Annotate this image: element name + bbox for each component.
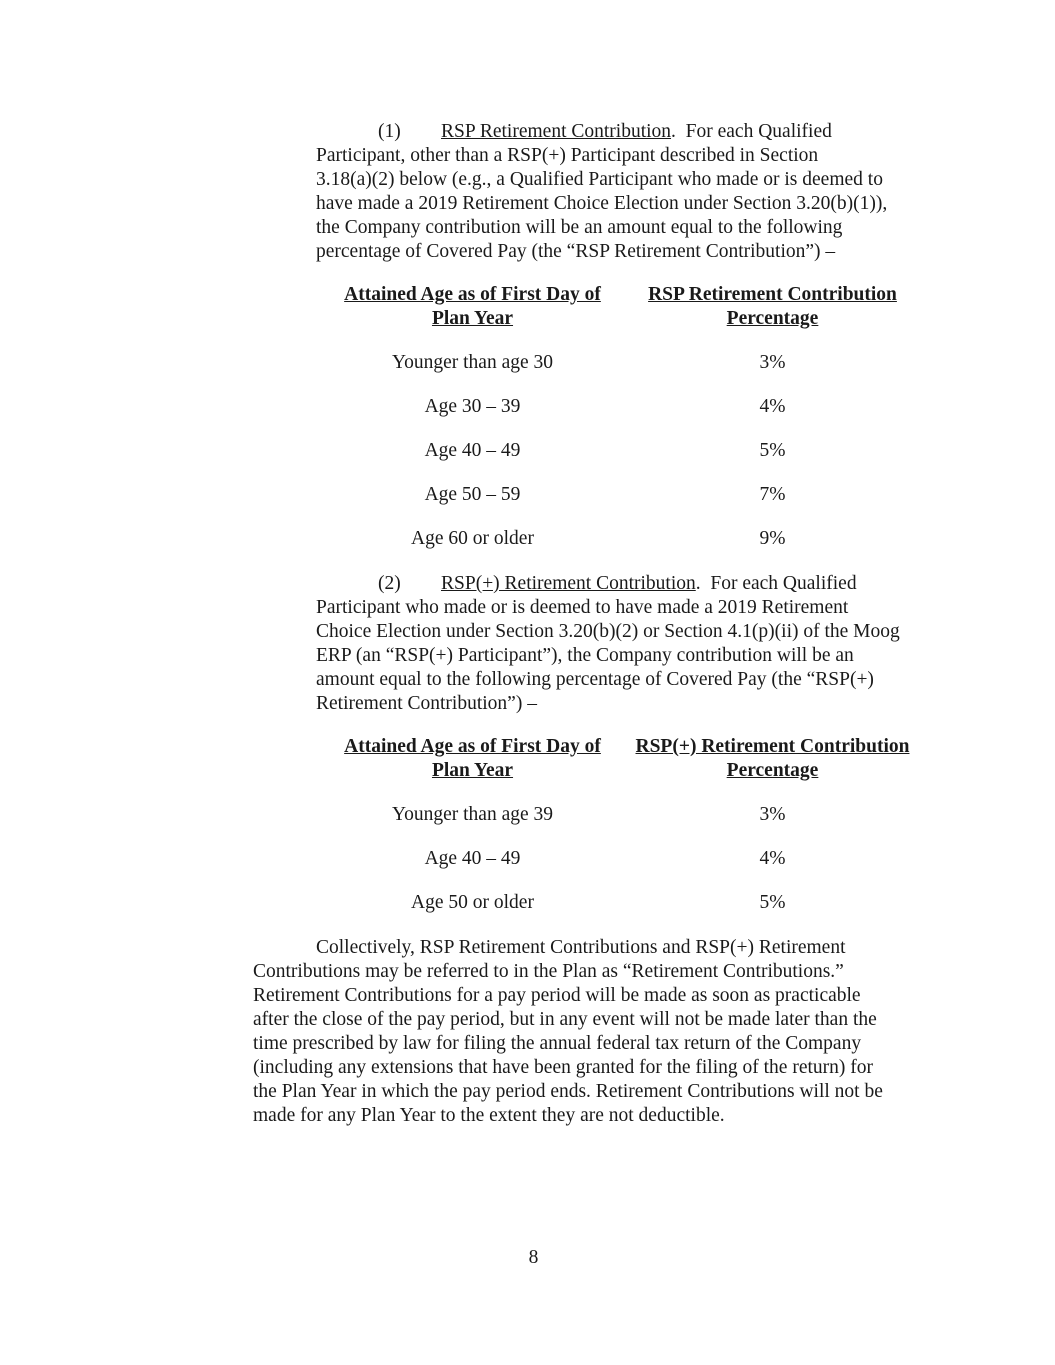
percentage-cell: 4% [759, 848, 786, 869]
table-row [330, 483, 930, 527]
percentage-cell: 7% [759, 484, 786, 505]
section-2-heading: RSP(+) Retirement Contribution [441, 573, 696, 594]
age-cell: Age 60 or older [411, 528, 534, 549]
percentage-cell: 9% [759, 528, 786, 549]
table-row [330, 803, 930, 847]
section-2-first-line: (2) RSP(+) Retirement Contribution. For each Qualified [378, 573, 857, 594]
age-cell: Age 30 – 39 [424, 396, 521, 417]
section-2-paragraph [316, 572, 946, 716]
age-cell: Age 40 – 49 [424, 440, 521, 461]
table-row [330, 527, 930, 571]
table-row [330, 891, 930, 935]
age-cell: Younger than age 30 [391, 352, 554, 373]
section-1-line-4: the Company contribution will be an amount equal to the following [316, 217, 843, 238]
age-column-header: Attained Age as of First Day of Plan Year [344, 284, 601, 329]
age-cell: Age 50 – 59 [424, 484, 521, 505]
section-1-line-3: have made a 2019 Retirement Choice Election under Section 3.20(b)(1)), [316, 193, 888, 214]
section-2-line-4: amount equal to the following percentage of Covered Pay (the “RSP(+) [316, 669, 874, 690]
closing-line-6: the Plan Year in which the pay period ends. Retirement Contributions will not be [253, 1081, 883, 1102]
table-row [330, 439, 930, 483]
rsp-contribution-table [330, 283, 930, 571]
closing-line-0: Collectively, RSP Retirement Contributions and RSP(+) Retirement [316, 937, 846, 958]
section-2-line-2: Choice Election under Section 3.20(b)(2) or Section 4.1(p)(ii) of the Moog [316, 621, 900, 642]
closing-line-7: made for any Plan Year to the extent they are not deductible. [253, 1105, 725, 1126]
section-2-line-0: For each Qualified [710, 573, 857, 594]
section-1-first-line: (1) RSP Retirement Contribution. For each Qualified [378, 121, 832, 142]
rsp-plus-contribution-table [330, 735, 930, 935]
percentage-cell: 3% [759, 352, 786, 373]
section-1-line-5: percentage of Covered Pay (the “RSP Retirement Contribution”) – [316, 241, 836, 262]
age-cell: Age 50 or older [411, 892, 534, 913]
section-1-paragraph [316, 120, 946, 264]
section-2-number: (2) [378, 573, 401, 594]
page-number: 8 [528, 1247, 539, 1268]
section-1-heading: RSP Retirement Contribution [441, 121, 672, 142]
section-1-line-1: Participant, other than a RSP(+) Participant described in Section [316, 145, 819, 166]
table-row [330, 351, 930, 395]
percentage-cell: 5% [759, 892, 786, 913]
age-cell: Younger than age 39 [391, 804, 554, 825]
percentage-cell: 3% [759, 804, 786, 825]
table-header-row [330, 283, 930, 351]
closing-line-5: (including any extensions that have been granted for the filing of the return) for [253, 1057, 874, 1078]
closing-line-1: Contributions may be referred to in the Plan as “Retirement Contributions.” [253, 961, 844, 982]
closing-line-2: Retirement Contributions for a pay period will be made as soon as practicable [253, 985, 861, 1006]
section-1-number: (1) [378, 121, 401, 142]
percentage-column-header: RSP Retirement Contribution Percentage [648, 284, 897, 329]
age-column-header: Attained Age as of First Day of Plan Year [344, 736, 601, 781]
closing-line-4: time prescribed by law for filing the annual federal tax return of the Company [253, 1033, 862, 1054]
section-1-line-2: 3.18(a)(2) below (e.g., a Qualified Participant who made or is deemed to [316, 169, 883, 190]
closing-line-3: after the close of the pay period, but in any event will not be made later than the [253, 1009, 877, 1030]
section-2-line-3: ERP (an “RSP(+) Participant”), the Company contribution will be an [316, 645, 854, 666]
closing-paragraph [253, 936, 943, 1128]
percentage-cell: 4% [759, 396, 786, 417]
section-2-line-1: Participant who made or is deemed to have made a 2019 Retirement [316, 597, 849, 618]
table-row [330, 395, 930, 439]
percentage-column-header: RSP(+) Retirement Contribution Percentage [635, 736, 910, 781]
section-2-line-5: Retirement Contribution”) – [316, 693, 537, 714]
percentage-cell: 5% [759, 440, 786, 461]
section-1-line-0: For each Qualified [685, 121, 832, 142]
age-cell: Age 40 – 49 [424, 848, 521, 869]
table-header-row [330, 735, 930, 803]
table-row [330, 847, 930, 891]
